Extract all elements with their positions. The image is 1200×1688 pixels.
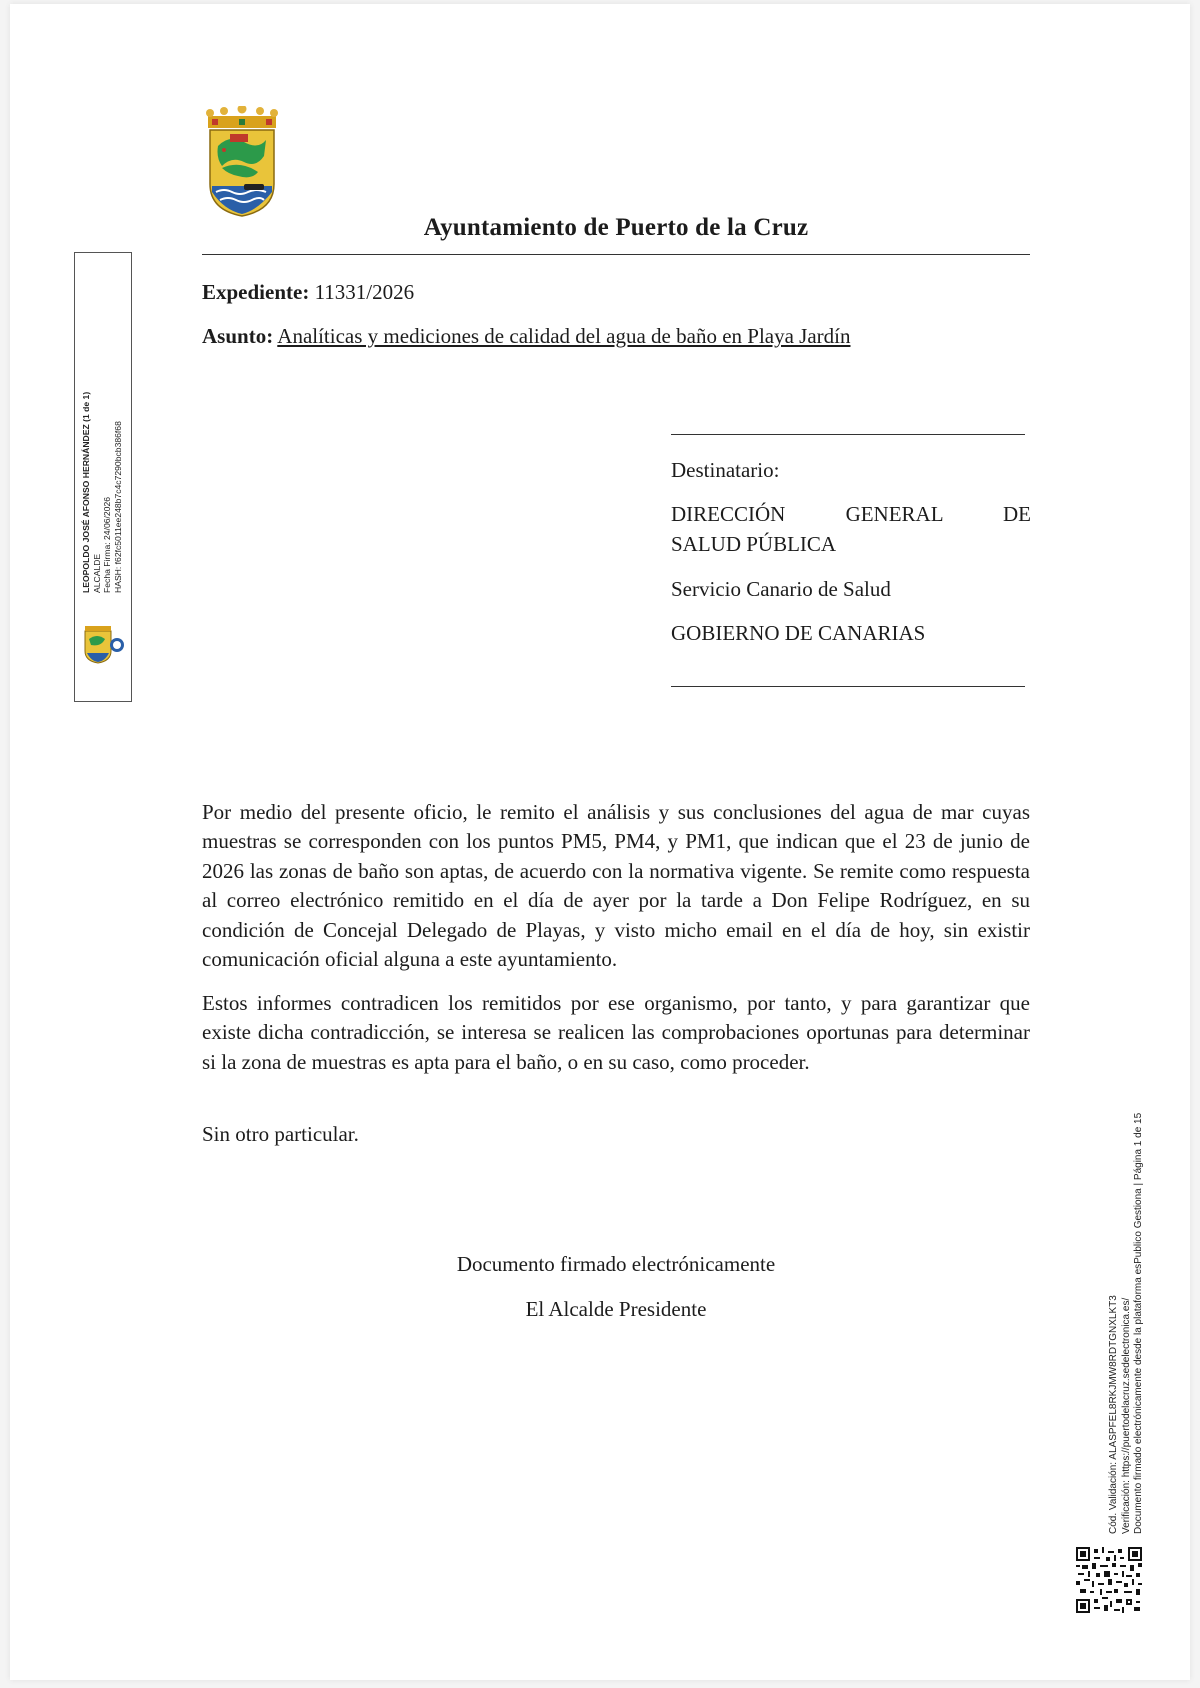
signature-line-1: Documento firmado electrónicamente <box>456 1252 776 1276</box>
title-divider <box>202 254 1030 255</box>
stamp-hash: HASH: f62fc5011ee248b7c4c7290bcb386f68 <box>112 421 123 593</box>
coat-of-arms-icon <box>200 106 284 218</box>
signature-stamp <box>74 252 132 702</box>
qr-code-icon <box>1076 1547 1142 1613</box>
expediente-value: 11331/2026 <box>314 280 415 304</box>
body-paragraph-3: Sin otro particular. <box>202 1122 359 1146</box>
stamp-signer: LEOPOLDO JOSÉ AFONSO HERNÁNDEZ (1 de 1) <box>81 391 91 593</box>
stamp-text <box>81 392 123 593</box>
recipient-word: GENERAL <box>845 502 943 526</box>
stamp-seal-icon <box>81 623 125 665</box>
signature-line-2: El Alcalde Presidente <box>525 1297 707 1321</box>
recipient-government: GOBIERNO DE CANARIAS <box>671 621 926 645</box>
asunto-label: Asunto: <box>202 324 274 348</box>
recipient-word: DE <box>1003 502 1031 526</box>
recipient-service: Servicio Canario de Salud <box>671 577 891 601</box>
document-page <box>10 4 1190 1680</box>
asunto-value: Analíticas y mediciones de calidad del agua de baño en Playa Jardín <box>277 324 851 348</box>
recipient-line1 <box>671 502 1031 527</box>
asunto-line <box>202 324 851 349</box>
verification-code: Cód. Validación: ALASPFEL8RKJMW8RDTGNXLKT3 <box>1108 1295 1119 1534</box>
verification-text <box>1108 1113 1146 1534</box>
body-paragraph-2: Estos informes contradicen los remitidos por ese organismo, por tanto, y para garantizar que existe dicha contradicción, se interesa se realicen las comprobaciones oportunas para determinar si la zona de muestras es apta para el baño, o en su caso, como proceder. <box>202 991 1030 1074</box>
recipient-top-divider <box>671 434 1025 435</box>
body-paragraph-1: Por medio del presente oficio, le remito el análisis y sus conclusiones del agua de mar cuyas muestras se corresponden con los puntos PM5, PM4, y PM1, que indican que el 23 de junio de 2026 las zonas de baño son aptas, de acuerdo con la normativa vigente. Se remite como respuesta al correo electrónico remitido en el día de ayer por la tarde a Don Felipe Rodríguez, en su condición de Concejal Delegado de Playas, y visto micho email en el día de hoy, sin existir comunicación oficial alguna a este ayuntamiento. <box>202 800 1030 972</box>
expediente-label: Expediente: <box>202 280 310 304</box>
expediente-line <box>202 280 414 305</box>
recipient-word: DIRECCIÓN <box>671 502 786 526</box>
verification-url: Verificación: https://puertodelacruz.sedelectronica.es/ <box>1120 1297 1132 1534</box>
verification-footer: Documento firmado electrónicamente desde la plataforma esPublico Gestiona | Página 1 de 15 <box>1133 1112 1144 1534</box>
page-title: Ayuntamiento de Puerto de la Cruz <box>423 214 809 241</box>
recipient-label: Destinatario: <box>671 458 780 482</box>
stamp-role: ALCALDE <box>91 553 102 593</box>
recipient-line2: SALUD PÚBLICA <box>671 532 837 556</box>
recipient-bottom-divider <box>671 686 1025 687</box>
stamp-date: Fecha Firma: 24/06/2026 <box>102 496 113 593</box>
